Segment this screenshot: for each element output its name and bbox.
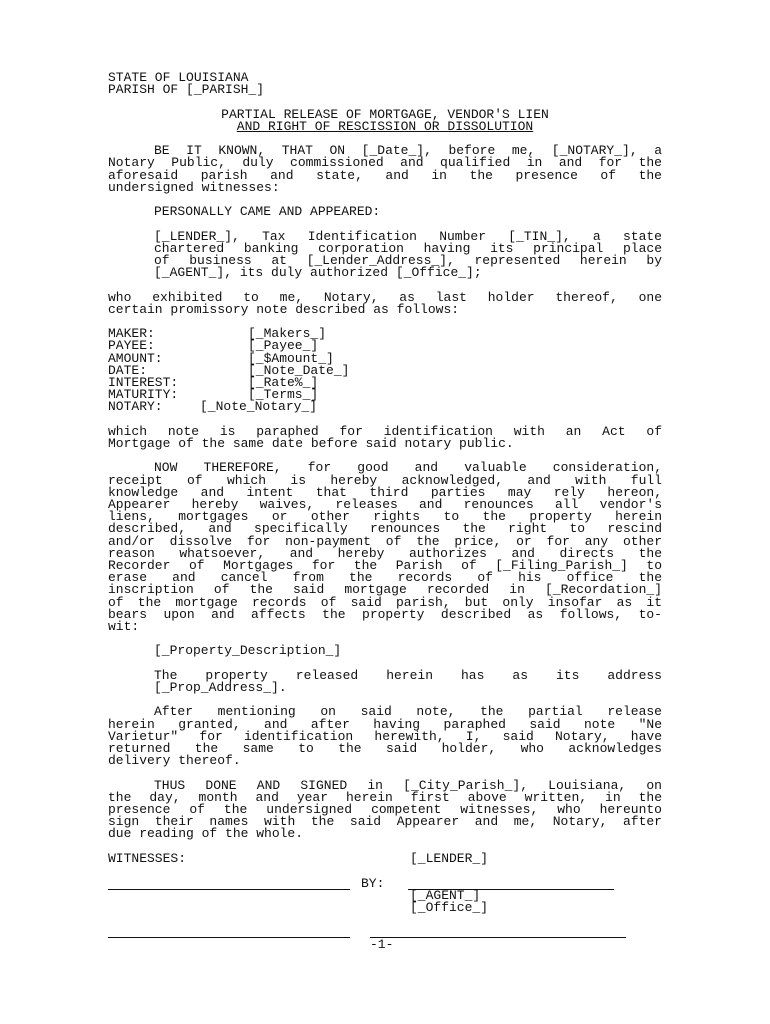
- after-mentioning-line: Varietur" for identification herewith, I, said Notary, have: [108, 728, 662, 744]
- now-therefore-line: NOW THEREFORE, for good and valuable consideration,: [154, 460, 662, 476]
- note-field-value: [_Makers_]: [248, 326, 327, 342]
- now-therefore-line: bears upon and affects the property described as follows, to-: [108, 606, 662, 622]
- now-therefore-line: wit:: [108, 619, 140, 635]
- witness-signature-line-2: [108, 937, 350, 938]
- after-mentioning-line: delivery thereof.: [108, 753, 241, 769]
- intro-line: aforesaid parish and state, and in the presence of the: [108, 167, 662, 183]
- note-field-value: [_Note_Notary_]: [200, 399, 318, 415]
- agent-office: [_Office_]: [410, 900, 489, 915]
- witnesses-label: WITNESSES:: [108, 851, 187, 866]
- note-field-label: DATE:: [108, 362, 148, 378]
- thus-done-line: due reading of the whole.: [108, 826, 304, 842]
- title-line-1: PARTIAL RELEASE OF MORTGAGE, VENDOR'S LIEN: [221, 106, 549, 122]
- witness-signature-line-1: [108, 889, 350, 890]
- now-therefore-line: Recorder of Mortgages for the Parish of [_Filing_Parish_] to: [108, 558, 662, 573]
- after-mentioning-line: returned the same to the said holder, who acknowledges: [108, 741, 662, 756]
- lender-line: of business at [_Lender_Address_], represented herein by: [154, 252, 662, 268]
- lender-line: [_LENDER_], Tax Identification Number [_TIN_], a state: [154, 228, 662, 244]
- property-address-line: The property released herein has as its address: [154, 667, 662, 683]
- note-field-value: [_Payee_]: [248, 338, 319, 354]
- lender-line: chartered banking corporation having its principal place: [154, 240, 662, 256]
- note-field-value: [_Rate%_]: [248, 374, 319, 390]
- intro-line: Notary Public, duly commissioned and qualified in and for the: [108, 155, 662, 171]
- personally-appeared: PERSONALLY CAME AND APPEARED:: [154, 204, 381, 220]
- thus-done-line: THUS DONE AND SIGNED in [_City_Parish_], Louisiana, on: [154, 777, 662, 793]
- after-mentioning-line: herein granted, and after having paraphed said note "Ne: [108, 716, 662, 732]
- now-therefore-line: and/or dissolve for non-payment of the price, or for any other: [108, 533, 662, 549]
- note-field-label: MAKER:: [108, 326, 155, 342]
- note-field-label: MATURITY:: [108, 387, 179, 403]
- thus-done-line: the day, month and year herein first above written, in the: [108, 789, 662, 805]
- note-field-label: PAYEE:: [108, 338, 155, 354]
- now-therefore-line: of the mortgage records of said parish, but only insofar as it: [108, 594, 662, 610]
- intro-line: undersigned witnesses:: [108, 179, 280, 195]
- paraphed-line: Mortgage of the same date before said notary public.: [108, 435, 514, 451]
- page-number: -1-: [370, 937, 394, 952]
- lender-line: [_AGENT_], its duly authorized [_Office_];: [154, 265, 482, 281]
- by-label: BY:: [361, 876, 385, 891]
- note-field-value: [_$Amount_]: [248, 350, 334, 366]
- exhibited-line: certain promissory note described as follows:: [108, 301, 460, 317]
- now-therefore-line: Appearer hereby waives, releases and renounces all vendor's: [108, 496, 662, 512]
- agent-name: [_AGENT_]: [410, 888, 481, 903]
- now-therefore-line: inscription of the said mortgage recorded in [_Recordation_]: [108, 582, 662, 598]
- thus-done-line: presence of the undersigned competent witnesses, who hereunto: [108, 802, 662, 817]
- signature-block: [108, 0, 670, 1024]
- after-mentioning-line: After mentioning on said note, the partial release: [154, 704, 662, 720]
- note-field-value: [_Note_Date_]: [248, 362, 350, 378]
- now-therefore-line: liens, mortgages or other rights to the property herein: [108, 509, 662, 525]
- parish-heading: PARISH OF [_PARISH_]: [108, 82, 265, 98]
- note-field-label: INTEREST:: [108, 374, 179, 390]
- notary-signature-line: [370, 937, 626, 938]
- intro-line: BE IT KNOWN, THAT ON [_Date_], before me, [_NOTARY_], a: [154, 143, 662, 159]
- paraphed-line: which note is paraphed for identification with an Act of: [108, 423, 662, 439]
- note-field-label: AMOUNT:: [108, 350, 163, 366]
- property-description: [_Property_Description_]: [154, 643, 342, 659]
- exhibited-line: who exhibited to me, Notary, as last holder thereof, one: [108, 289, 662, 305]
- now-therefore-line: receipt of which is hereby acknowledged, and with full: [108, 472, 662, 488]
- thus-done-line: sign their names with the said Appearer and me, Notary, after: [108, 814, 662, 830]
- now-therefore-line: described, and specifically renounces the right to rescind: [108, 521, 662, 537]
- property-address-line: [_Prop_Address_].: [154, 680, 287, 695]
- now-therefore-line: knowledge and intent that third parties may rely hereon,: [108, 484, 662, 500]
- now-therefore-line: erase and cancel from the records of his office the: [108, 570, 662, 586]
- state-heading: STATE OF LOUISIANA: [108, 70, 249, 85]
- note-field-value: [_Terms_]: [248, 387, 319, 403]
- title-line-2: AND RIGHT OF RESCISSION OR DISSOLUTION: [236, 118, 534, 134]
- lender-signature-name: [_LENDER_]: [410, 851, 489, 866]
- note-field-label: NOTARY:: [108, 399, 163, 415]
- now-therefore-line: reason whatsoever, and hereby authorizes and directs the: [108, 545, 662, 561]
